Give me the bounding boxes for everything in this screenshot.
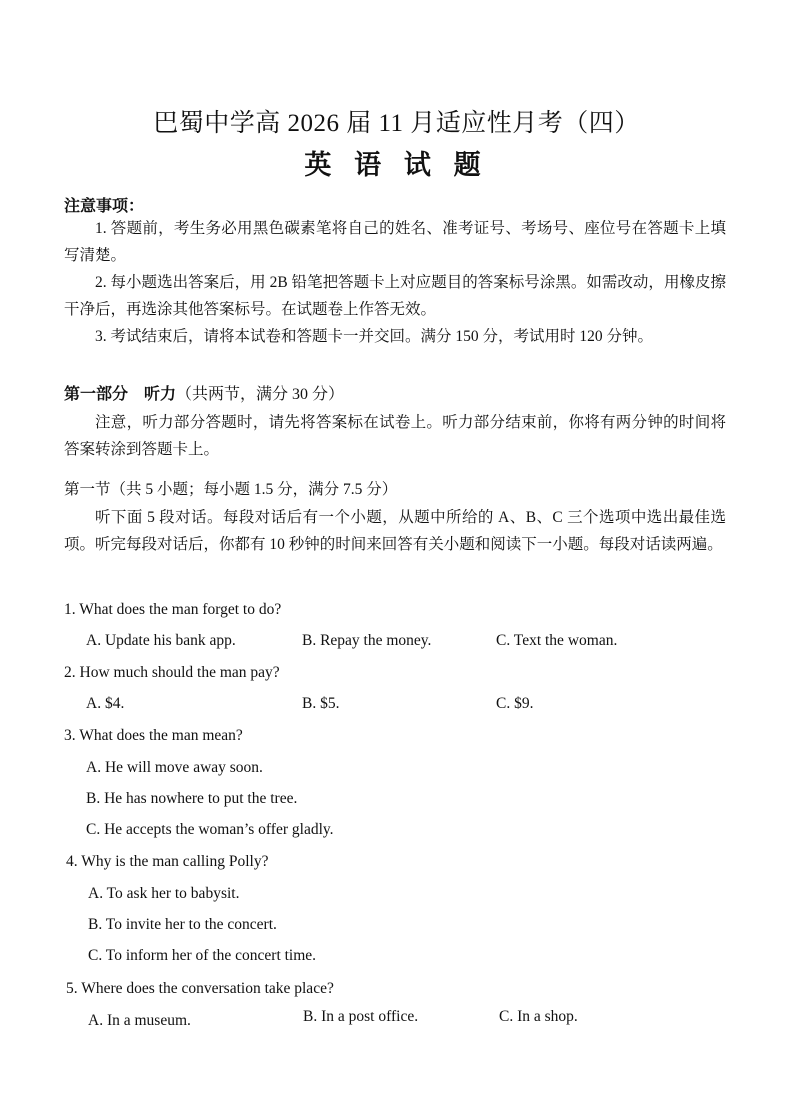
part1-instruction: 注意，听力部分答题时，请先将答案标在试卷上。听力部分结束前，你将有两分钟的时间将答案转涂到答题卡上。 [64,414,726,458]
q3-option-a: A. He will move away soon. [86,759,263,776]
notice-item-1: 1. 答题前，考生务必用黑色碳素笔将自己的姓名、准考证号、考场号、座位号在答题卡上填写清楚。 [64,220,726,264]
question-2: 2. How much should the man pay? [64,664,280,681]
q4-option-a: A. To ask her to babysit. [88,885,240,902]
question-1: 1. What does the man forget to do? [64,601,282,618]
section1-heading: 第一节（共 5 小题；每小题 1.5 分，满分 7.5 分） [64,481,398,498]
q2-option-a: A. $4. [86,695,125,712]
q1-option-b: B. Repay the money. [302,632,432,649]
q4-option-c: C. To inform her of the concert time. [88,947,317,964]
exam-title: 巴蜀中学高 2026 届 11 月适应性月考（四） [153,110,640,137]
q1-option-c: C. Text the woman. [496,632,618,649]
q3-option-b: B. He has nowhere to put the tree. [86,790,298,807]
part1-heading [64,381,344,404]
subject-title: 英 语 试 题 [304,150,489,180]
q5-option-b: B. In a post office. [303,1008,419,1025]
q5-option-c: C. In a shop. [499,1008,578,1025]
question-5: 5. Where does the conversation take place? [66,980,334,997]
part1-heading-title: 第一部分 听力 [64,386,177,403]
notice-item-2: 2. 每小题选出答案后，用 2B 铅笔把答题卡上对应题目的答案标号涂黑。如需改动，用橡皮擦干净后，再选涂其他答案标号。在试题卷上作答无效。 [64,274,726,318]
part1-heading-detail: （共两节，满分 30 分） [176,386,345,403]
q2-option-b: B. $5. [302,695,340,712]
question-4: 4. Why is the man calling Polly? [66,853,269,870]
q2-option-c: C. $9. [496,695,534,712]
q1-option-a: A. Update his bank app. [86,632,236,649]
q4-option-b: B. To invite her to the concert. [88,916,277,933]
notice-heading: 注意事项： [64,198,145,215]
q5-option-a: A. In a museum. [88,1012,191,1029]
notice-item-3: 3. 考试结束后，请将本试卷和答题卡一并交回。满分 150 分，考试用时 120 分钟。 [95,328,654,345]
question-3: 3. What does the man mean? [64,727,243,744]
q3-option-c: C. He accepts the woman’s offer gladly. [86,821,334,838]
section1-instruction: 听下面 5 段对话。每段对话后有一个小题，从题中所给的 A、B、C 三个选项中选出最佳选项。听完每段对话后，你都有 10 秒钟的时间来回答有关小题和阅读下一小题。每段对话读两遍。 [64,509,726,553]
